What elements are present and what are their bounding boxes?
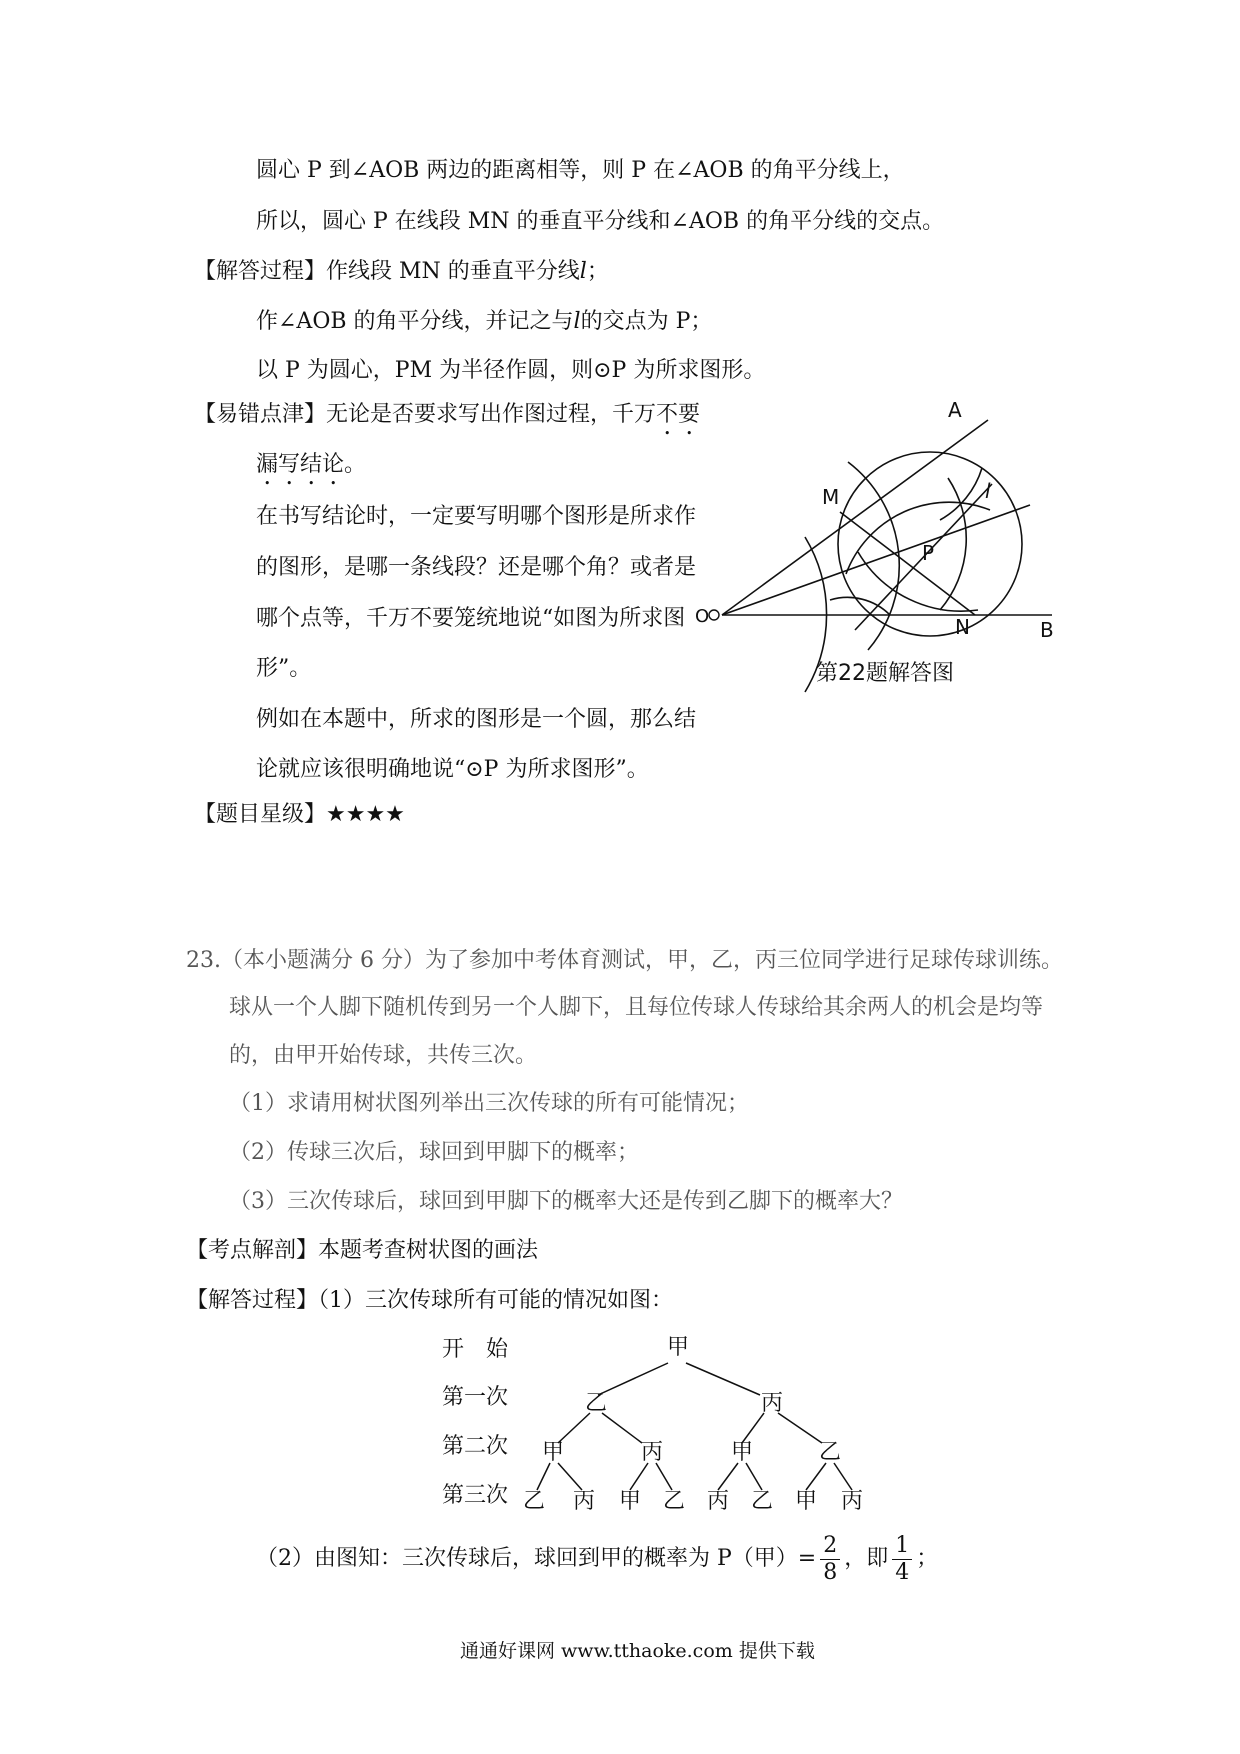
tree-node-2: 甲 [541, 1440, 565, 1465]
question-line: 23.（本小题满分 6 分）为了参加中考体育测试，甲，乙，丙三位同学进行足球传球训练。 [186, 948, 1063, 973]
solution-line: 以 P 为圆心，PM 为半径作圆，则⊙P 为所求图形。 [256, 358, 766, 383]
tree-node-3: 丙 [840, 1489, 864, 1514]
question-line: （2）传球三次后，球回到甲脚下的概率； [229, 1140, 639, 1165]
solution-tag: 【解答过程】 [194, 259, 327, 284]
solution-line: 【解答过程】作线段 MN 的垂直平分线l； [194, 259, 609, 284]
row-label: 开 始 [442, 1337, 509, 1362]
label-p: P [922, 541, 935, 565]
pitfall-line: 在书写结论时，一定要写明哪个图形是所求作 [256, 504, 697, 529]
analysis-line: 【考点解剖】本题考查树状图的画法 [186, 1238, 539, 1263]
pitfall-line: 哪个点等，千万不要笼统地说“如图为所求图 [256, 606, 686, 631]
pitfall-line: 的图形，是哪一条线段？还是哪个角？或者是 [256, 555, 697, 580]
tree-node-3: 乙 [662, 1489, 686, 1514]
label-n: N [955, 615, 970, 639]
star-rating: ★★★★ [326, 802, 405, 827]
tree-node-3: 丙 [572, 1489, 596, 1514]
label-b: B [1040, 618, 1054, 642]
pitfall-line: 论就应该很明确地说“⊙P 为所求图形”。 [256, 757, 649, 782]
solution-tag: 【解答过程】 [186, 1288, 319, 1313]
row-label: 第二次 [442, 1434, 509, 1459]
tree-node-2: 丙 [640, 1440, 664, 1465]
text-line: 所以，圆心 P 在线段 MN 的垂直平分线和∠AOB 的角平分线的交点。 [256, 209, 945, 234]
pitfall-tag: 【易错点津】 [194, 402, 327, 427]
tree-node-3: 丙 [706, 1489, 730, 1514]
page-footer: 通通好课网 www.tthaoke.com 提供下载 [460, 1640, 815, 1662]
tree-node-3: 甲 [618, 1489, 642, 1514]
label-a: A [948, 398, 962, 422]
pitfall-line: 漏写结论。 [256, 452, 367, 477]
label-l: l [985, 479, 991, 503]
answer-line: （2）由图知：三次传球后，球回到甲的概率为 P（甲）= $\frac{2}{8}$ ，即 $\frac{1}{4}$ ； [256, 1532, 939, 1585]
pitfall-line: 例如在本题中，所求的图形是一个圆，那么结 [256, 707, 697, 732]
question-line: （3）三次传球后，球回到甲脚下的概率大还是传到乙脚下的概率大？ [229, 1189, 903, 1214]
row-label: 第一次 [442, 1385, 509, 1410]
question-line: （1）求请用树状图列举出三次传球的所有可能情况； [229, 1091, 749, 1116]
tree-node-3: 甲 [794, 1489, 818, 1514]
analysis-tag: 【考点解剖】 [186, 1238, 319, 1263]
solution-line: 【解答过程】（1）三次传球所有可能的情况如图： [186, 1288, 674, 1313]
stars-tag: 【题目星级】 [194, 802, 327, 827]
tree-node-3: 乙 [522, 1489, 546, 1514]
tree-node-2: 甲 [730, 1440, 754, 1465]
pitfall-line: 【易错点津】无论是否要求写出作图过程，千万不要 [194, 402, 701, 427]
solution-line: 作∠AOB 的角平分线，并记之与l的交点为 P； [256, 309, 713, 334]
row-label: 第三次 [442, 1483, 509, 1508]
tree-node-1: 乙 [584, 1391, 608, 1416]
tree-node-3: 乙 [750, 1489, 774, 1514]
fraction: $\frac{2}{8}$ [820, 1533, 840, 1586]
fraction: $\frac{1}{4}$ [892, 1533, 912, 1586]
question-line: 的，由甲开始传球，共传三次。 [229, 1043, 538, 1068]
figure-caption: 第22题解答图 [816, 661, 954, 686]
pitfall-line: 形”。 [256, 656, 312, 681]
tree-node-1: 丙 [760, 1391, 784, 1416]
label-m: M [822, 485, 840, 509]
question-line: 球从一个人脚下随机传到另一个人脚下，且每位传球人传球给其余两人的机会是均等 [229, 995, 1044, 1020]
tree-node-2: 乙 [818, 1440, 842, 1465]
label-o: O [695, 606, 710, 627]
text-line: 圆心 P 到∠AOB 两边的距离相等，则 P 在∠AOB 的角平分线上， [256, 158, 905, 183]
tree-root: 甲 [666, 1335, 690, 1360]
